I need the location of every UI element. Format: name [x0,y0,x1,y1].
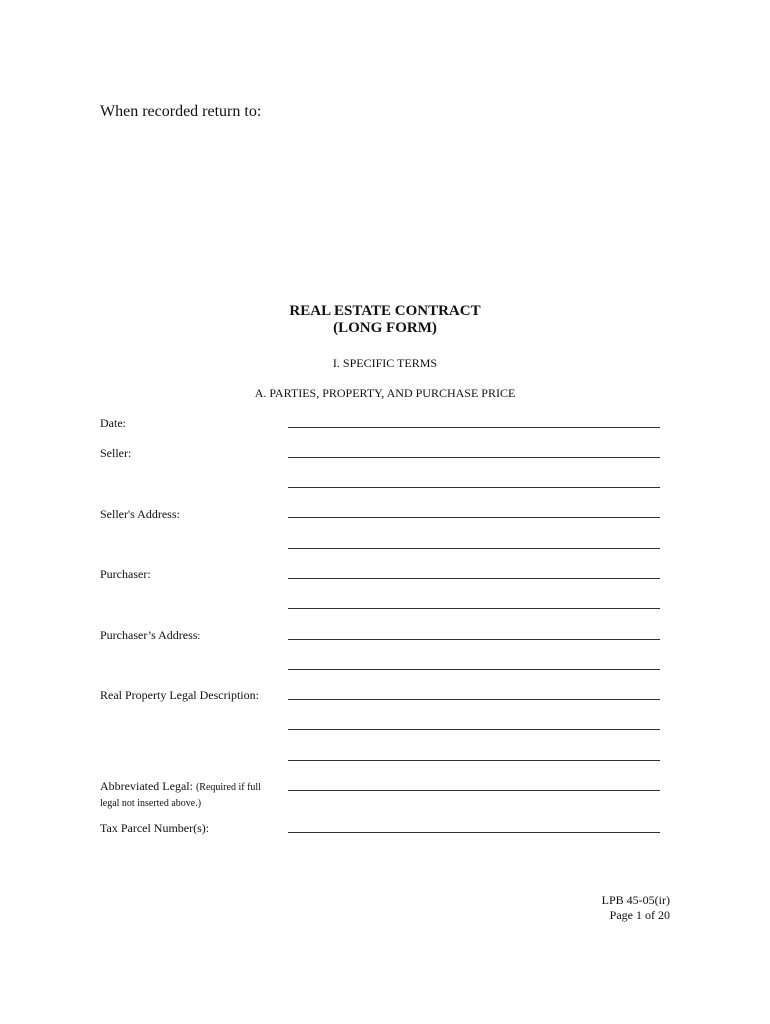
abbreviated-legal-field-line[interactable] [288,790,660,791]
seller-field-line-2[interactable] [288,487,660,488]
purchaser-address-label [100,628,200,643]
legal-description-label: Real Property Legal Description: [100,688,259,702]
purchaser-address-colon: : [197,631,201,642]
section-heading-specific-terms: I. SPECIFIC TERMS [332,356,438,370]
seller-field-line-1[interactable] [288,457,660,458]
document-title: REAL ESTATE CONTRACT [289,303,481,319]
purchaser-address-text: Purchaser’s Address [100,628,198,642]
tax-parcel-label: Tax Parcel Number(s): [100,821,210,835]
date-field-line[interactable] [288,427,660,428]
purchaser-address-field-line-1[interactable] [288,639,660,640]
seller-label: Seller: [100,446,132,460]
document-subtitle: (LONG FORM) [333,320,437,336]
legal-description-field-line-2[interactable] [288,729,660,730]
purchaser-label: Purchaser: [100,567,151,581]
legal-description-field-line-1[interactable] [288,699,660,700]
seller-address-field-line-1[interactable] [288,517,660,518]
form-code: LPB 45-05(ir) [601,893,670,907]
abbreviated-legal-text: Abbreviated Legal: [100,779,193,793]
purchaser-field-line-2[interactable] [288,608,660,609]
purchaser-address-field-line-2[interactable] [288,669,660,670]
legal-description-field-line-3[interactable] [288,760,660,761]
abbreviated-legal-note-1: (Required if full [195,782,261,793]
section-heading-parties: A. PARTIES, PROPERTY, AND PURCHASE PRICE [254,386,516,400]
tax-parcel-field-line[interactable] [288,832,660,833]
seller-address-field-line-2[interactable] [288,548,660,549]
page-number: Page 1 of 20 [609,908,670,922]
abbreviated-legal-note-2: legal not inserted above.) [100,798,202,809]
abbreviated-legal-label [100,779,280,811]
footer [602,893,670,923]
return-to-label: When recorded return to: [100,103,262,120]
date-label: Date: [100,416,126,430]
seller-address-label: Seller's Address: [100,507,180,521]
purchaser-field-line-1[interactable] [288,578,660,579]
